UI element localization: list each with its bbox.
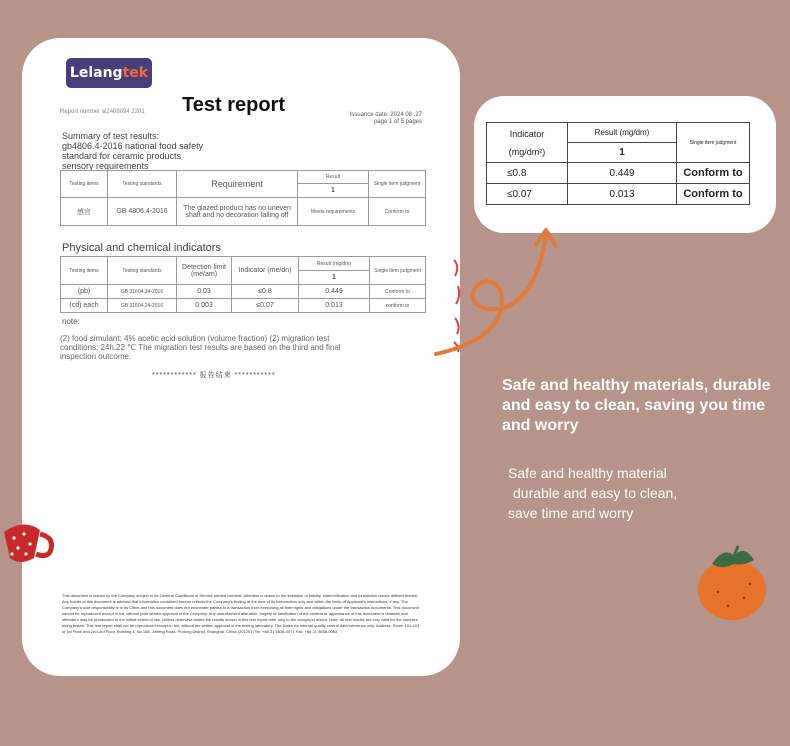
cell-indicator: ≤0.07 [232, 299, 299, 313]
logo-text-part2: tek [122, 65, 149, 81]
cell-result: 0.449 [299, 285, 370, 299]
zoom-table [486, 122, 750, 205]
zoom-cell-judgment: Conform to [677, 163, 750, 184]
zoom-header-indicator-label: Indicator [509, 128, 545, 139]
brand-logo [66, 58, 152, 88]
cell-item: (pb) [61, 285, 108, 299]
cell-limit: 0.003 [177, 299, 232, 313]
summary-line: gb4806.4-2016 national food safety [62, 141, 204, 151]
table-row [61, 285, 426, 299]
zoom-cell-judgment: Conform to [677, 184, 750, 205]
subtext-line: save time and worry [508, 505, 634, 521]
fine-print: This document is issued by the Company subject to its General Conditions of Service printed overleaf. Attention is drawn to the limitation of liability, indemnification and jurisdiction issues defined therein. Any holder of this document is advised that information contained hereon reflects the Company's finding at the time of its intervention only and within the limits of Applicant's instructions, if any. The Company's sole responsibility is to its Client and this document does not exonerate parties to a transaction from exercising all their rights and obligations under the transaction documents. This document cannot be reproduced except in full, without prior written approval of the Company. Any unauthorized alteration, forgery or falsification of the content or appearance of this document is unlawful and offenders may be prosecuted to the fullest extent of law. Unless otherwise stated the results shown in this test report refer only to the sample(s) tested. Note: All test results are only valid for the samples being tested. This test report shall not be reproduced except in full, without the written approval of the testing laboratory. The Dates for internal quality control data reference only. Address: Room 101-103 of 1st Floor and 2nd-3rd Floor, Building 4, No.158, Jinfeng Road, Pudong District, Shanghai, China (201201) Tel: +86 21 5838-0071 Fax: +86 21 5838-0083 [62, 593, 420, 634]
table-row [487, 184, 750, 205]
zoom-cell-result: 0.449 [568, 163, 677, 184]
chemical-table [60, 256, 426, 313]
cell-judgment: conform to [370, 299, 426, 313]
note-text: (2) food simulant: 4% acetic acid solution (volume fraction) (2) migration test conditions: 24h.22 ℃ The migration test results are based on the third and final inspection outcome. [60, 334, 341, 361]
header-requirement: Requirement [177, 171, 298, 198]
zoom-header-result: Result (mg/dm) [568, 123, 677, 143]
zoom-cell-indicator: ≤0.8 [487, 163, 568, 184]
cell-result: Meets requirements [298, 198, 369, 226]
report-title: Test report [182, 94, 285, 116]
header-detection-limit: Detection limit (me/am) [177, 257, 232, 285]
persimmon-icon [694, 542, 770, 622]
header-indicator: Indicator (me/dn) [232, 257, 299, 285]
curly-arrow-icon [432, 220, 572, 362]
cell-standard: GB 31604.34-2016 [108, 285, 177, 299]
summary-line: sensory requirements [62, 161, 149, 171]
header-judgment: Single item judgment [369, 171, 426, 198]
header-result: Result [298, 171, 369, 184]
cell-item: (cd) each [61, 299, 108, 313]
header-testing-items: Testing items [61, 257, 108, 285]
subtext-line: durable and easy to clean, [513, 485, 678, 501]
issuance-info [322, 112, 422, 126]
header-testing-standards: Testing standards [108, 171, 177, 198]
summary-block [62, 131, 292, 171]
cell-judgment: Conform to [369, 198, 426, 226]
header-testing-items: Testing items [61, 171, 108, 198]
issuance-date: Issuance date: 2024 08 .27 [349, 112, 422, 118]
cell-standard: GB 31604.24-2016 [108, 299, 177, 313]
summary-line: standard for ceramic products [62, 151, 182, 161]
end-of-report: ************ 报告结束 *********** [152, 372, 276, 379]
subtext-line: Safe and healthy material [508, 465, 667, 481]
zoom-cell-result: 0.013 [568, 184, 677, 205]
cell-limit: 0.03 [177, 285, 232, 299]
section-title: Physical and chemical indicators [62, 242, 221, 254]
zoom-header-indicator [487, 123, 568, 163]
header-testing-standards: Testing standards [108, 257, 177, 285]
summary-line: Summary of test results: [62, 131, 160, 141]
header-result-no: 1 [298, 184, 369, 198]
page-info: page 1 of 5 pages [373, 119, 422, 125]
header-result: Result (mg/dm) [299, 257, 370, 271]
marketing-subtext [508, 463, 768, 523]
cell-judgment: Conform to [370, 285, 426, 299]
cell-result: 0.013 [299, 299, 370, 313]
sensory-table [60, 170, 426, 226]
zoom-cell-indicator: ≤0.07 [487, 184, 568, 205]
table-row [487, 163, 750, 184]
zoom-header-unit: (mg/dm²) [508, 146, 546, 157]
report-number: Report number al2408094 2201 [60, 109, 145, 115]
zoom-header-result-no: 1 [568, 143, 677, 163]
cell-item: 感官 [61, 198, 108, 226]
test-report-card [22, 38, 460, 676]
table-row [61, 299, 426, 313]
note-label: note: [62, 317, 80, 326]
strawberry-mug-icon [0, 514, 58, 564]
logo-text-part1: Lelang [69, 65, 123, 81]
cell-standard: GB 4806.4-2016 [108, 198, 177, 226]
marketing-headline: Safe and healthy materials, durable and easy to clean, saving you time and worry [502, 377, 771, 434]
zoom-header-judgment: Single item judgment [677, 123, 750, 163]
cell-requirement: The glazed product has no uneven shaft and no decoration falling off [177, 198, 298, 226]
cell-indicator: ≤0.8 [232, 285, 299, 299]
header-result-no: 1 [299, 271, 370, 285]
zoomed-result-table [474, 96, 776, 233]
header-judgment: Single item judgment [370, 257, 426, 285]
